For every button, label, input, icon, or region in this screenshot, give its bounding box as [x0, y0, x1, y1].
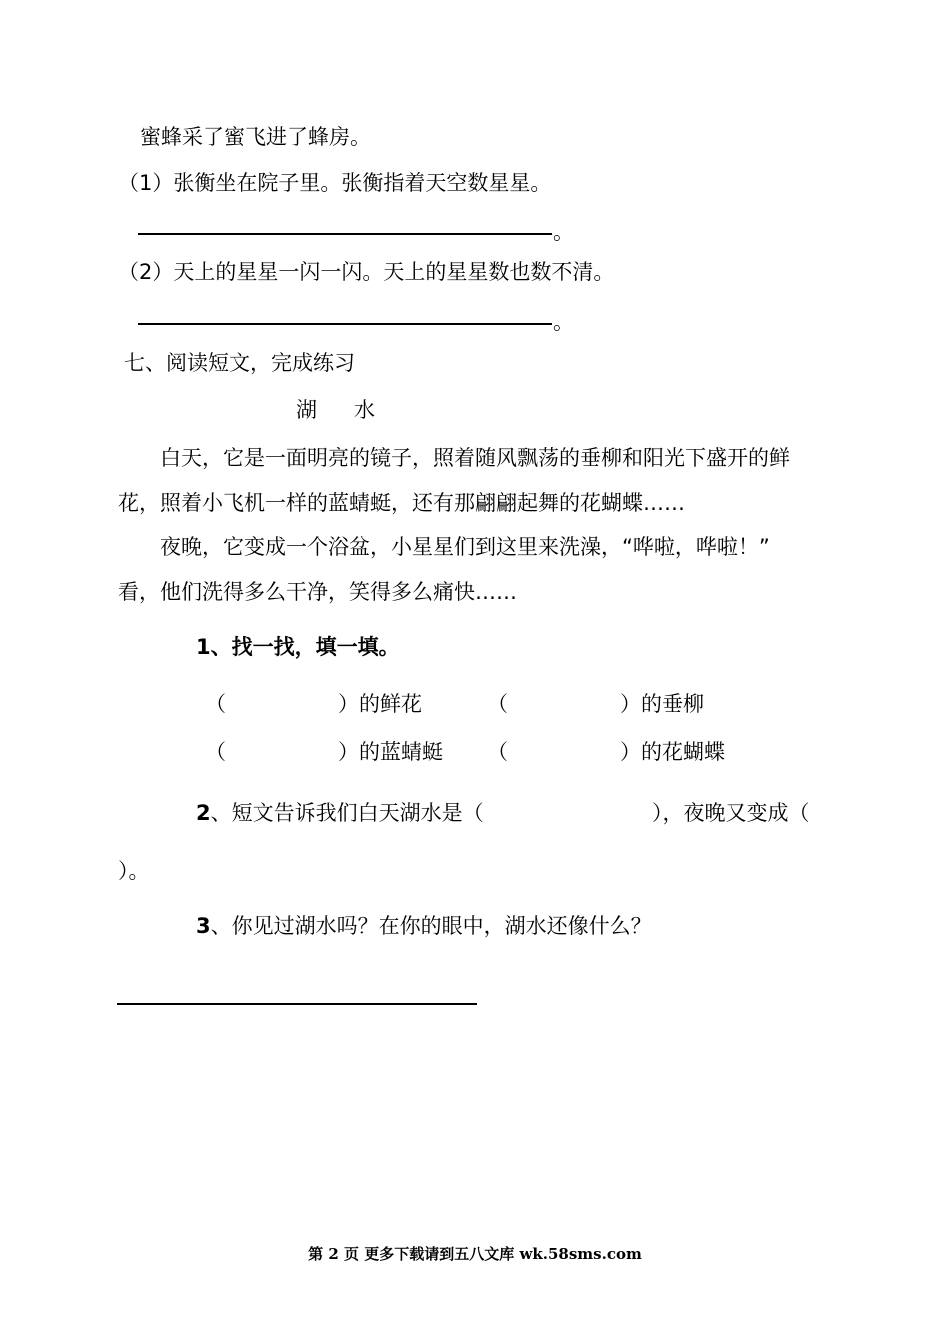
exercise-2-line2: ）。: [118, 859, 150, 883]
example-sentence: 蜜蜂采了蜜飞进了蜂房。: [140, 125, 371, 149]
blank-open-1: （: [205, 692, 226, 716]
question-2: （2）天上的星星一闪一闪。天上的星星数也数不清。: [118, 260, 615, 284]
exercise-2-number: 2: [196, 801, 211, 825]
passage-p1-line2: 花，照着小飞机一样的蓝蜻蜓，还有那翩翩起舞的花蝴蝶……: [118, 491, 685, 515]
blank-item-butterfly: ）的花蝴蝶: [620, 740, 725, 764]
exercise-2-line1-b: ），夜晚又变成（: [652, 801, 810, 825]
blank-item-willow: ）的垂柳: [620, 692, 704, 716]
answer-line-1: [138, 233, 552, 235]
blank-open-2: （: [487, 692, 508, 716]
passage-p2-line2: 看，他们洗得多么干净，笑得多么痛快……: [118, 580, 517, 604]
exercise-3-title-text: 、你见过湖水吗？在你的眼中，湖水还像什么？: [210, 914, 652, 938]
answer-line-3: [117, 1003, 477, 1005]
exercise-1-title: [196, 633, 400, 661]
blank-item-dragonfly: ）的蓝蜻蜓: [338, 740, 443, 764]
passage-p2-line1: 夜晚，它变成一个浴盆，小星星们到这里来洗澡，“哗啦，哗啦！”: [160, 535, 770, 559]
blank-item-fresh-flowers: ）的鲜花: [338, 692, 422, 716]
answer-line-1-period: 。: [553, 220, 574, 244]
blank-open-4: （: [487, 740, 508, 764]
exercise-1-title-text: 1、找一找，填一填。: [196, 635, 400, 659]
page-footer: 第 2 页 更多下载请到五八文库 wk.58sms.com: [308, 1245, 642, 1263]
section-7-heading: 七、阅读短文，完成练习: [124, 351, 355, 375]
answer-line-2: [138, 323, 552, 325]
answer-line-2-period: 。: [553, 310, 574, 334]
passage-p1-line1: 白天，它是一面明亮的镜子，照着随风飘荡的垂柳和阳光下盛开的鲜: [160, 446, 790, 470]
exercise-3-title: [196, 912, 652, 940]
exercise-2-line1-text: 、短文告诉我们白天湖水是（: [210, 801, 484, 825]
passage-title: 湖 水: [296, 398, 383, 422]
exercise-3-number: 3: [196, 914, 211, 938]
blank-open-3: （: [205, 740, 226, 764]
exercise-2-line1-a: [196, 799, 484, 827]
question-1: （1）张衡坐在院子里。张衡指着天空数星星。: [118, 171, 552, 195]
